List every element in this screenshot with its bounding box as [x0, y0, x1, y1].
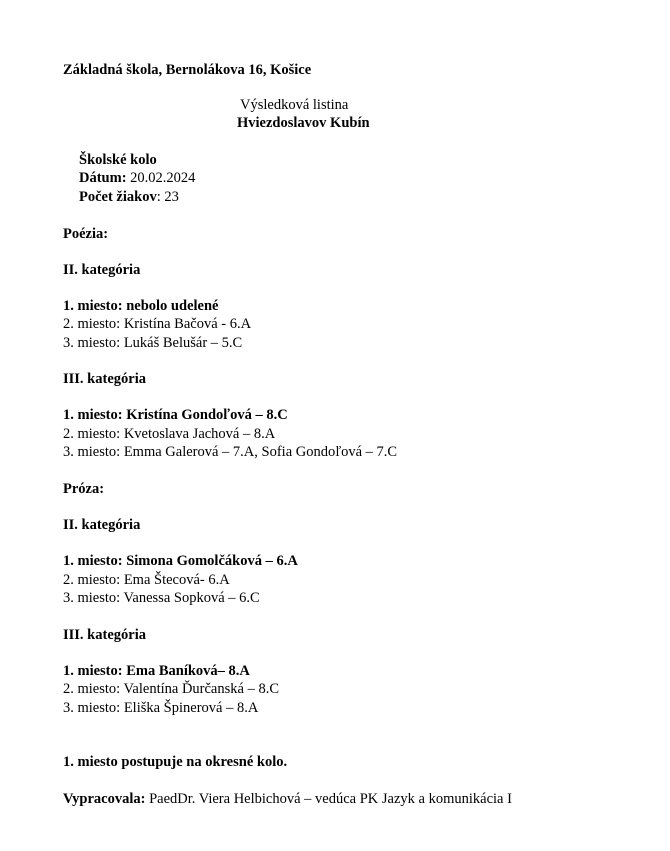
prose-cat3-place-3: 3. miesto: Eliška Špinerová – 8.A: [63, 700, 259, 716]
poetry-cat3-place-2: 2. miesto: Kvetoslava Jachová – 8.A: [63, 426, 276, 442]
poetry-cat2-place-1: 1. miesto: nebolo udelené: [63, 298, 219, 314]
student-count-line: [79, 188, 179, 206]
date-line: [79, 169, 195, 187]
poetry-category-3-heading: III. kategória: [63, 371, 146, 387]
poetry-cat2-place-2: 2. miesto: Kristína Bačová - 6.A: [63, 316, 252, 332]
poetry-cat3-place-3: 3. miesto: Emma Galerová – 7.A, Sofia Gondoľová – 7.C: [63, 444, 398, 460]
prose-cat2-place-3: 3. miesto: Vanessa Sopková – 6.C: [63, 590, 260, 606]
prose-heading: Próza:: [63, 481, 105, 497]
advancement-note: 1. miesto postupuje na okresné kolo.: [63, 754, 288, 770]
date-label: Dátum:: [79, 170, 127, 186]
poetry-heading: Poézia:: [63, 226, 109, 242]
competition-name: Hviezdoslavov Kubín: [237, 115, 370, 131]
prose-cat2-place-2: 2. miesto: Ema Štecová- 6.A: [63, 572, 230, 588]
round-name: Školské kolo: [79, 152, 157, 168]
poetry-category-2-heading: II. kategória: [63, 262, 141, 278]
poetry-cat3-place-1: 1. miesto: Kristína Gondoľová – 8.C: [63, 407, 288, 423]
poetry-cat2-place-3: 3. miesto: Lukáš Belušár – 5.C: [63, 335, 243, 351]
date-value: 20.02.2024: [126, 170, 196, 186]
prose-category-2-heading: II. kategória: [63, 517, 141, 533]
prose-cat2-place-1: 1. miesto: Simona Gomolčáková – 6.A: [63, 553, 298, 569]
student-count-label: Počet žiakov: [79, 189, 157, 205]
prepared-by-value: PaedDr. Viera Helbichová – vedúca PK Jazyk a komunikácia I: [145, 791, 512, 807]
prose-cat3-place-2: 2. miesto: Valentína Ďurčanská – 8.C: [63, 681, 279, 697]
document-title: Výsledková listina: [240, 97, 349, 113]
school-name: Základná škola, Bernolákova 16, Košice: [63, 62, 312, 78]
prepared-by-line: [63, 790, 512, 808]
prepared-by-label: Vypracovala:: [63, 791, 146, 807]
student-count-value: : 23: [156, 189, 179, 205]
prose-cat3-place-1: 1. miesto: Ema Baníková– 8.A: [63, 663, 250, 679]
prose-category-3-heading: III. kategória: [63, 627, 146, 643]
